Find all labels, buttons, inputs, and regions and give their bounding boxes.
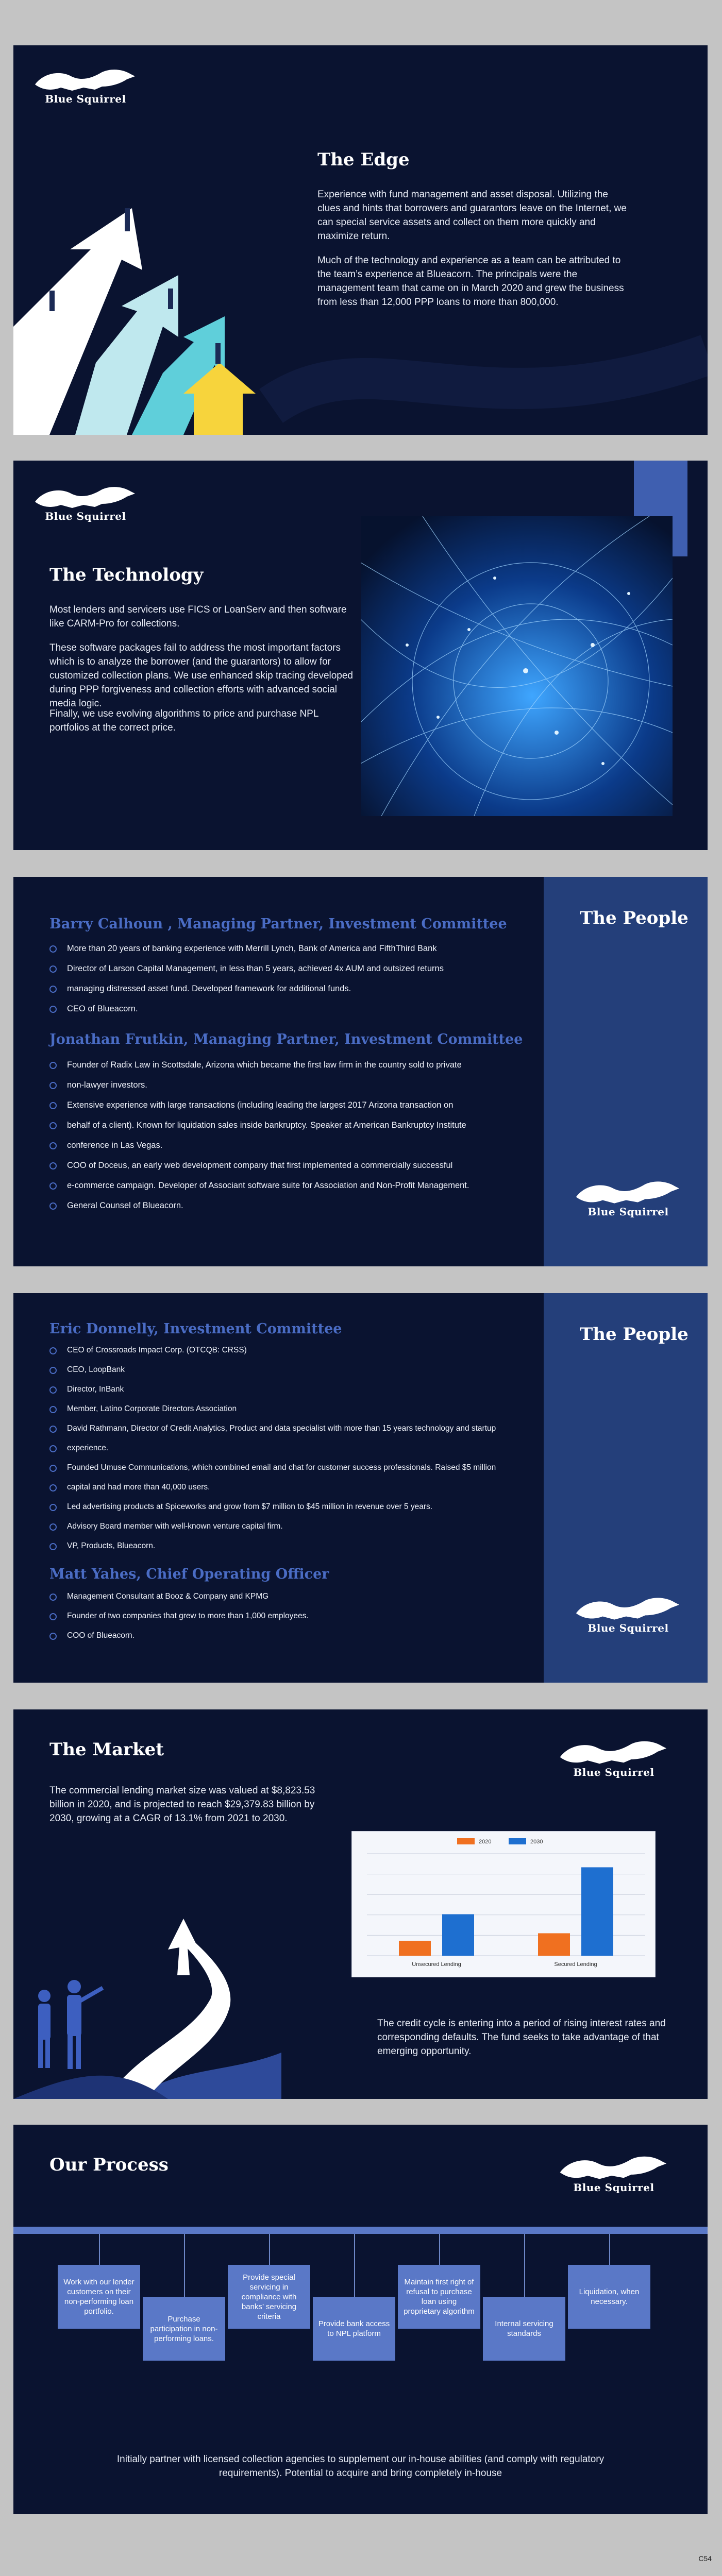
bullet-item: COO of Blueacorn. (49, 1626, 309, 1646)
person-name-heading: Barry Calhoun , Managing Partner, Investment Committee (49, 916, 507, 932)
people-side-panel (544, 877, 708, 1266)
chart-x-tick-label: Secured Lending (554, 1961, 597, 1968)
process-footer-text: Initially partner with licensed collection agencies to supplement our in-house abilities (and comply with regulatory requirements). Potential to acquire and bring completely in-house (116, 2454, 605, 2479)
brand-name: Blue Squirrel (45, 510, 126, 522)
process-step-7: Liquidation, when necessary. (568, 2265, 650, 2329)
person-bullets-2 (49, 1587, 309, 1646)
slide-the-market (13, 1709, 708, 2099)
bullet-item: Management Consultant at Booz & Company and KPMG (49, 1587, 309, 1606)
person-name-heading: Jonathan Frutkin, Managing Partner, Investment Committee (49, 1031, 523, 1047)
process-step-5: Maintain first right of refusal to purchase loan using proprietary algorithm (398, 2265, 480, 2329)
market-paragraph-2: The credit cycle is entering into a period of rising interest rates and corresponding defaults. The fund seeks to take advantage of that emerging opportunity. (377, 2018, 666, 2057)
technology-paragraph-3: Finally, we use evolving algorithms to price and purchase NPL portfolios at the correct price. (49, 708, 318, 733)
chart-legend-swatch (509, 1838, 526, 1844)
brand-logo (572, 1176, 685, 1218)
network-globe-image (361, 516, 673, 816)
bullet-item: Director of Larson Capital Management, in less than 5 years, achieved 4x AUM and outsized returns (49, 959, 444, 979)
bullet-item: Founder of two companies that grew to more than 1,000 employees. (49, 1606, 309, 1626)
page-number: C54 (698, 2554, 712, 2563)
timeline-connector (99, 2234, 100, 2265)
squirrel-logo-icon (34, 481, 137, 513)
brand-name: Blue Squirrel (45, 93, 126, 105)
process-step-6: Internal servicing standards (483, 2297, 565, 2361)
process-step-4: Provide bank access to NPL platform (313, 2297, 395, 2361)
brand-name: Blue Squirrel (573, 1766, 654, 1778)
timeline-connector (439, 2234, 440, 2265)
bullet-item: managing distressed asset fund. Developed framework for additional funds. (49, 979, 444, 999)
chart-x-tick-label: Unsecured Lending (412, 1961, 461, 1968)
slide-our-process (13, 2125, 708, 2514)
bullet-item: Led advertising products at Spiceworks and grow from $7 million to $45 million in revenue over 5 years. (49, 1497, 496, 1517)
person-name-heading: Matt Yahes, Chief Operating Officer (49, 1566, 329, 1582)
brand-logo (34, 481, 137, 522)
person-bullets-1 (49, 939, 444, 1019)
slide-the-edge (13, 45, 708, 435)
process-step-1: Work with our lender customers on their non-performing loan portfolio. (58, 2265, 140, 2329)
brand-logo (572, 1592, 685, 1634)
process-step-2: Purchase participation in non-performing loans. (143, 2297, 225, 2361)
people-side-panel (544, 1293, 708, 1683)
bullet-item: capital and had more than 40,000 users. (49, 1478, 496, 1497)
person-name-heading: Eric Donnelly, Investment Committee (49, 1321, 342, 1337)
chart-legend-label: 2030 (530, 1839, 543, 1845)
bullet-item: Director, InBank (49, 1380, 496, 1399)
bullet-item: COO of Doceus, an early web development company that first implemented a commercially successful (49, 1156, 469, 1176)
edge-title: The Edge (317, 149, 410, 170)
squirrel-logo-icon (572, 1592, 685, 1625)
bullet-item: experience. (49, 1438, 496, 1458)
technology-paragraph-1: Most lenders and servicers use FICS or LoanServ and then software like CARM-Pro for collections. (49, 604, 347, 629)
people-road-illustration (13, 1898, 281, 2099)
brand-name: Blue Squirrel (573, 2181, 654, 2194)
brand-logo (34, 64, 137, 105)
squirrel-logo-icon (555, 2150, 673, 2184)
technology-title: The Technology (49, 565, 204, 585)
timeline-connector (354, 2234, 355, 2297)
squirrel-logo-icon (555, 1735, 673, 1769)
brand-logo (555, 1735, 673, 1778)
bullet-item: CEO, LoopBank (49, 1360, 496, 1380)
chart-legend-label: 2020 (479, 1839, 492, 1845)
bullet-item: behalf of a client). Known for liquidation sales inside bankruptcy. Speaker at American Bankruptcy Institute (49, 1115, 469, 1136)
bullet-item: Extensive experience with large transactions (including leading the largest 2017 Arizona transaction on (49, 1095, 469, 1115)
bullet-item: conference in Las Vegas. (49, 1136, 469, 1156)
chart-bar-2030 (442, 1914, 474, 1956)
process-step-3: Provide special servicing in compliance with banks’ servicing criteria (228, 2265, 310, 2329)
growth-arrows-illustration (13, 208, 271, 435)
chart-legend-swatch (457, 1838, 475, 1844)
market-paragraph-1: The commercial lending market size was valued at $8,823.53 billion in 2020, and is projected to reach $29,379.83 billion by 2030, growing at a CAGR of 13.1% from 2021 to 2030. (49, 1785, 315, 1824)
bullet-item: Member, Latino Corporate Directors Association (49, 1399, 496, 1419)
process-title: Our Process (49, 2155, 169, 2175)
timeline-connector (609, 2234, 610, 2265)
technology-paragraph-2: These software packages fail to address the most important factors which is to analyze the borrower (and the guarantors) to allow for customized collection plans. We use enhanced skip tracing developed during PPP forgiveness and collection efforts with advanced social media logic. (49, 642, 353, 709)
bullet-item: More than 20 years of banking experience with Merrill Lynch, Bank of America and FifthThird Bank (49, 939, 444, 959)
brand-logo (555, 2150, 673, 2194)
person-bullets-2 (49, 1055, 469, 1216)
chart-bar-2020 (538, 1933, 570, 1956)
brand-name: Blue Squirrel (587, 1622, 669, 1634)
bullet-item: CEO of Blueacorn. (49, 999, 444, 1019)
bullet-item: David Rathmann, Director of Credit Analytics, Product and data specialist with more than 15 years technology and startup (49, 1419, 496, 1438)
people-title: The People (580, 1324, 689, 1345)
timeline-connector (184, 2234, 185, 2297)
squirrel-logo-icon (572, 1176, 685, 1209)
bullet-item: Founded Umuse Communications, which combined email and chat for customer success professionals. Raised $5 million (49, 1458, 496, 1478)
bullet-item: e-commerce campaign. Developer of Associant software suite for Association and Non-Profit Management. (49, 1176, 469, 1196)
bullet-item: Advisory Board member with well-known venture capital firm. (49, 1517, 496, 1536)
people-title: The People (580, 908, 689, 928)
squirrel-logo-icon (34, 64, 137, 96)
slide-the-people-2 (13, 1293, 708, 1683)
timeline-connector (524, 2234, 525, 2297)
bullet-item: General Counsel of Blueacorn. (49, 1196, 469, 1216)
slide-the-people-1 (13, 877, 708, 1266)
brand-name: Blue Squirrel (587, 1206, 669, 1218)
edge-paragraph-1: Experience with fund management and asset disposal. Utilizing the clues and hints that borrowers and guarantors leave on the Internet, we can special service assets and collect on them more quickly and maximize return. (317, 189, 627, 242)
bullet-item: CEO of Crossroads Impact Corp. (OTCQB: CRSS) (49, 1341, 496, 1360)
edge-paragraph-2: Much of the technology and experience as a team can be attributed to the team’s experience at Blueacorn. The principals were the management team that came on in March 2020 and grew the business from less than 12,000 PPP loans to more than 800,000. (317, 255, 624, 308)
process-timeline-bar (13, 2227, 708, 2234)
market-bar-chart (351, 1831, 656, 1977)
market-title: The Market (49, 1739, 164, 1760)
slide-the-technology (13, 461, 708, 850)
bullet-item: Founder of Radix Law in Scottsdale, Arizona which became the first law firm in the country sold to private (49, 1055, 469, 1075)
chart-bar-2030 (581, 1867, 613, 1956)
person-bullets-1 (49, 1341, 496, 1556)
timeline-connector (269, 2234, 270, 2265)
bullet-item: VP, Products, Blueacorn. (49, 1536, 496, 1556)
chart-bar-2020 (399, 1941, 431, 1956)
bullet-item: non-lawyer investors. (49, 1075, 469, 1095)
